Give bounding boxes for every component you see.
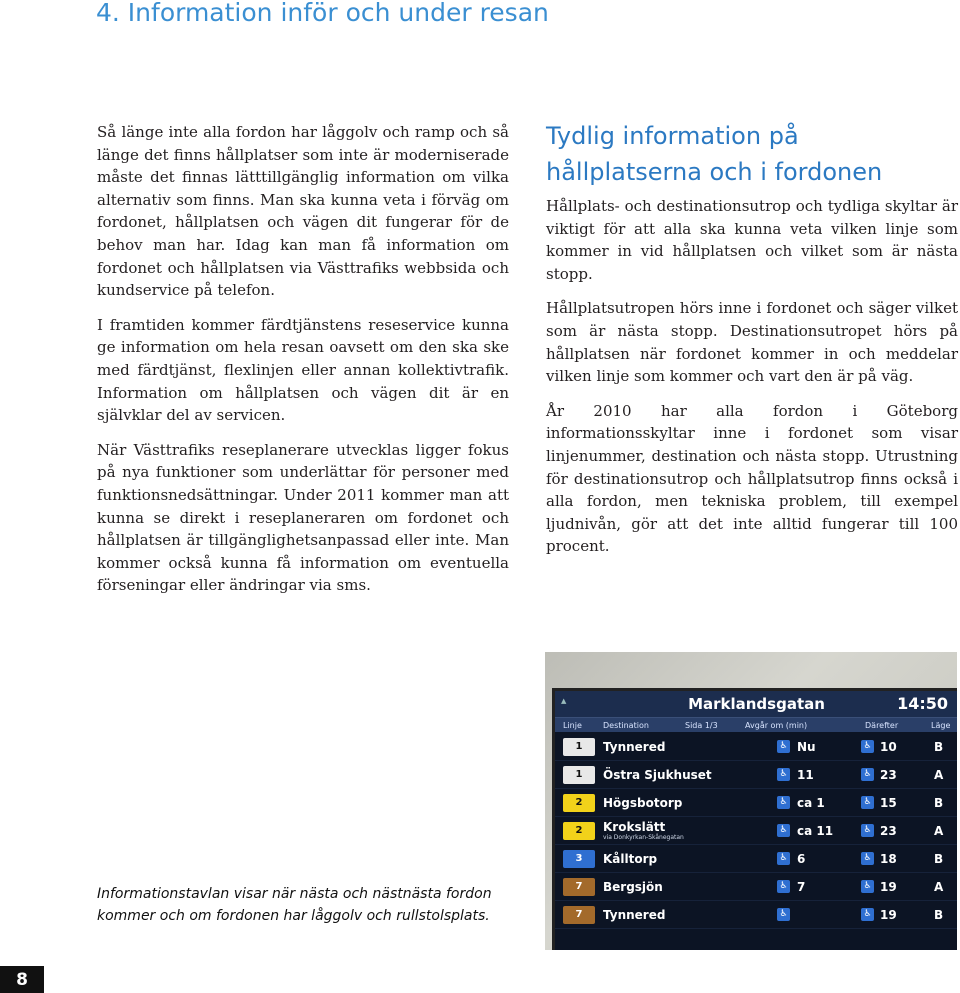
wheelchair-icon: ♿ — [777, 796, 790, 809]
gate: B — [934, 795, 944, 810]
next-departure: 19 — [880, 907, 897, 922]
paragraph: Så länge inte alla fordon har låggolv och ramp och så länge det finns hållplatser som inte är moderniserade måste det finnas lätttillgänglig information om vilka alternativ som finns. Man ska kunna veta i förväg om fordonet, hållplatsen och vägen dit fungerar för de behov man har. Idag kan man få information om fordonet och hållplatsen via Västtrafiks webbsida och kundservice på telefon. — [97, 123, 509, 300]
destination-name: Tynnered — [603, 907, 666, 922]
gate: A — [934, 767, 944, 782]
next-departure: 10 — [880, 739, 897, 754]
line-number-badge: 1 — [563, 766, 595, 784]
vasttrafik-logo-icon: ▲ — [561, 697, 567, 705]
wheelchair-icon: ♿ — [861, 880, 874, 893]
board-column-headers — [555, 718, 957, 732]
header-departs: Avgår om (min) — [745, 720, 808, 730]
departs-in: Nu — [797, 739, 816, 754]
gate: A — [934, 823, 944, 838]
header-page: Sida 1/3 — [685, 720, 718, 730]
board-row — [555, 873, 957, 901]
gate: B — [934, 739, 944, 754]
departs-in: ca 1 — [797, 795, 825, 810]
destination-name: Bergsjön — [603, 879, 663, 894]
header-line: Linje — [563, 720, 582, 730]
wheelchair-icon: ♿ — [861, 740, 874, 753]
gate: B — [934, 907, 944, 922]
paragraph: Hållplats- och destinationsutrop och tydliga skyltar är viktigt för att alla ska kunna veta vilken linje som kommer in vid hållplatsen och vilket som är nästa stopp. — [546, 197, 958, 283]
destination-name: Krokslätt — [603, 820, 666, 834]
board-row — [555, 789, 957, 817]
gate: B — [934, 851, 944, 866]
line-number-badge: 2 — [563, 822, 595, 840]
wheelchair-icon: ♿ — [777, 824, 790, 837]
next-departure: 19 — [880, 879, 897, 894]
wheelchair-icon: ♿ — [777, 880, 790, 893]
header-gate: Läge — [931, 720, 951, 730]
left-column — [97, 121, 509, 609]
photo-caption: Informationstavlan visar när nästa och nästnästa fordon kommer och om fordonen har låggolv och rullstolsplats. — [97, 886, 492, 924]
wheelchair-icon: ♿ — [861, 824, 874, 837]
line-number-badge: 7 — [563, 906, 595, 924]
header-destination: Destination — [603, 720, 649, 730]
board-row — [555, 817, 957, 845]
departs-in: 11 — [797, 767, 814, 782]
departs-in: 7 — [797, 879, 806, 894]
wheelchair-icon: ♿ — [777, 768, 790, 781]
destination-text — [603, 852, 657, 866]
departure-board-photo — [545, 652, 957, 950]
gate: A — [934, 879, 944, 894]
departs-in: 6 — [797, 851, 806, 866]
next-departure: 23 — [880, 823, 897, 838]
wheelchair-icon: ♿ — [777, 908, 790, 921]
paragraph: År 2010 har alla fordon i Göteborg informationsskyltar inne i fordonet som visar linjenummer, destination och nästa stopp. Utrustning för destinationsutrop och hållplatsutrop finns också i alla fordon, men tekniska problem, till exempel ljudnivån, gör att det inte alltid fungerar till 100 procent. — [546, 401, 958, 556]
next-departure: 18 — [880, 851, 897, 866]
destination-name: Tynnered — [603, 739, 666, 754]
paragraph: Hållplatsutropen hörs inne i fordonet och säger vilket som är nästa stopp. Destinationsutropet hörs på hållplatsen när fordonet kommer in och meddelar vilken linje som kommer och vart den är på väg. — [546, 299, 958, 386]
destination-name: Kålltorp — [603, 851, 658, 866]
wheelchair-icon: ♿ — [861, 796, 874, 809]
header-next: Därefter — [865, 720, 899, 730]
paragraph: I framtiden kommer färdtjänstens reseservice kunna ge information om hela resan oavsett om den ska ske med färdtjänst, flexlinjen eller annan kollektivtrafik. Information om hållplatsen och vägen dit är en självklar del av servicen. — [97, 315, 509, 425]
board-row — [555, 901, 957, 929]
destination-text — [603, 820, 684, 841]
board-title-bar — [555, 691, 957, 718]
page-number: 8 — [0, 966, 44, 993]
next-departure: 15 — [880, 795, 897, 810]
board-row — [555, 733, 957, 761]
paragraph: När Västtrafiks reseplanerare utvecklas ligger fokus på nya funktioner som underlättar för personer med funktionsnedsättningar. Under 2011 kommer man att kunna se direkt i reseplaneraren om fordonet och hållplatsen är tillgänglighetsanpassad eller inte. Man kommer också kunna få information om eventuella förseningar eller ändringar via sms. — [97, 440, 509, 595]
departure-board — [552, 688, 957, 950]
destination-name: Östra Sjukhuset — [603, 767, 712, 782]
line-number-badge: 2 — [563, 794, 595, 812]
destination-via: via Donkyrkan-Skånegatan — [603, 834, 684, 841]
wheelchair-icon: ♿ — [861, 768, 874, 781]
section-heading: Tydlig information på hållplatserna och i fordonen — [546, 122, 883, 186]
board-stop-name: Marklandsgatan — [688, 695, 825, 713]
board-row — [555, 845, 957, 873]
page-heading: 4. Information inför och under resan — [96, 0, 549, 27]
wheelchair-icon: ♿ — [861, 852, 874, 865]
board-clock: 14:50 — [897, 694, 948, 713]
destination-text — [603, 880, 663, 894]
destination-text — [603, 740, 665, 754]
board-row — [555, 761, 957, 789]
wheelchair-icon: ♿ — [777, 852, 790, 865]
board-rows — [555, 733, 957, 929]
line-number-badge: 1 — [563, 738, 595, 756]
destination-text — [603, 796, 682, 810]
right-column — [546, 195, 958, 570]
destination-name: Högsbotorp — [603, 795, 683, 810]
departs-in: ca 11 — [797, 823, 834, 838]
line-number-badge: 7 — [563, 878, 595, 896]
destination-text — [603, 908, 665, 922]
line-number-badge: 3 — [563, 850, 595, 868]
destination-text — [603, 768, 712, 782]
next-departure: 23 — [880, 767, 897, 782]
wheelchair-icon: ♿ — [861, 908, 874, 921]
wheelchair-icon: ♿ — [777, 740, 790, 753]
